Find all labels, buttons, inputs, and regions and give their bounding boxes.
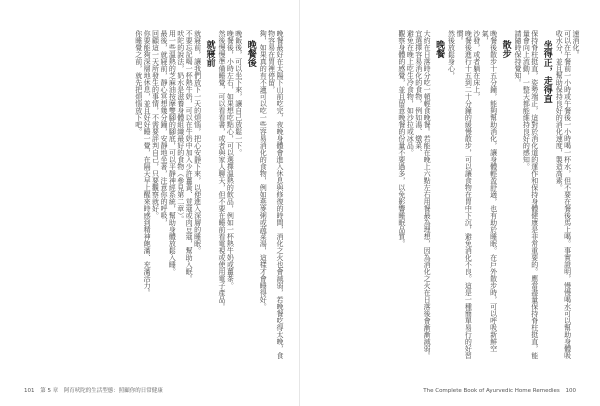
text-column: 晚飯後，可以坐下來，讓自己放鬆一下。 — [234, 30, 243, 156]
text-column: 可以在午餐前一小時或午餐後一小時喝一杯水，但不要在餐後馬上喝。事實證明，慢慢喝水可以幫助身體吸收水分，並且幫助保持良好的消化速度，製造高素。 — [555, 30, 572, 359]
text-column: 用一些溫熱的芝麻油按摩雙腳的腳底，可以平靜神經系統，幫助身體放鬆入睡。 — [168, 30, 177, 275]
text-column: 宜選擇容易消化的食物，例如湯、燉菜、 — [414, 30, 423, 156]
right-page-footer — [423, 388, 580, 394]
section-heading: 晚餐 — [434, 40, 445, 58]
text-column: 然後放鬆身心， — [447, 30, 456, 79]
text-column: 晚餐後進行十五到二十分鐘的緩慢散步，可以讓食物在胃中下沉，避免消化不良。這是一種簡單易行的好習慣。 — [455, 30, 473, 359]
text-column: 夠，如果真的有不適可以吃一些容易消化的食物，例如燕麥粥或蔬菜湯，這樣才會睡得好。 — [259, 30, 268, 310]
text-column: 不要忘記喝一杯熱牛奶，可以在牛奶中加入少許薑黃、荳蔻或肉豆蔻，幫助入眠。 — [185, 30, 194, 282]
right-page — [300, 0, 600, 406]
text-column: 吠陀的說法，奶水是滋養身體組織最好的食物（參見第二章）。 — [176, 30, 185, 223]
text-column: 然後慢慢準備睡覺，可以看看書，或者與家人聊天，但不要在睡前看電視或使用電子產品。 — [217, 30, 226, 310]
section-heading: 散步 — [500, 40, 511, 58]
left-page-footer — [20, 386, 163, 394]
text-column: 回顧這一天所發生的事情，不需要評判自己，只要觀察就好。 — [151, 30, 160, 219]
text-column: 保持脊柱挺直，姿勢端正，這對於消化道的運作和保持身體健康是非常重要的。應當盡量保持脊柱挺直，能量會向上流動，一整天都能維持良好的感知。 — [522, 30, 539, 359]
text-column: 晚餐最好在太陽下山前吃完，夜晚身體會進入休息與修復的時間，消化之火也會減弱，若晚餐吃得太晚，食物容易在胃裡停留， — [267, 30, 284, 359]
text-column: 最後，就寢前，靜心冥想幾分鐘，安靜地坐著，注意你的呼吸， — [159, 30, 168, 226]
text-column: 你要能夠深層地休息，並且好好睡一覺，在隔天早上醒來時感到精神飽滿、充滿活力。 — [143, 30, 152, 296]
section-heading: 坐得正，走得直 — [541, 40, 552, 103]
left-page-columns — [16, 30, 284, 365]
text-column: 避免在晚上吃生冷食物，如沙拉或冰品。 — [406, 30, 415, 156]
right-page-number: 100 — [565, 388, 576, 394]
text-column: 就寢前，讓我們放下一天的煩惱，把心安靜下來，以便進入深層的睡眠。 — [193, 30, 202, 254]
text-column: 大約在日落時分吃一頓輕食晚餐。若能在晚上六點左右用餐最為理想，因為消化之火在日落後會漸漸減弱。 — [423, 30, 432, 359]
text-column: 晚餐後散步十五分鐘，能夠幫助消化，讓身體輕盈舒適，也有助於睡眠。在戶外散步時，可以呼吸新鮮空氣， — [481, 30, 498, 352]
text-column: 請隨時保持覺知。 — [513, 30, 522, 86]
text-column: 沙發，或者躺在床上， — [472, 30, 481, 100]
book-title: The Complete Book of Ayurvedic Home Remedies — [423, 388, 560, 394]
text-column: 觀察身體的感覺，並且留意晚餐的份量不要過多，以免影響睡眠品質。 — [397, 30, 406, 247]
left-page-number: 101 — [24, 388, 35, 394]
chapter-title: 第 5 章 阿育吠陀的生活型態：照顧你的日常健康 — [40, 388, 163, 394]
text-column: 你睡覺之前，就先把煩惱放下吧。 — [134, 30, 143, 135]
text-column: 速消化。 — [572, 30, 580, 58]
text-column: 晚餐後，小時左右，如果想吃點心，可以選擇溫熱的飲品，例如一杯熱牛奶或薑茶。 — [226, 30, 235, 289]
right-page-columns — [320, 30, 580, 365]
section-heading: 就寢前 — [204, 40, 215, 67]
section-heading: 晚餐後 — [245, 40, 256, 67]
